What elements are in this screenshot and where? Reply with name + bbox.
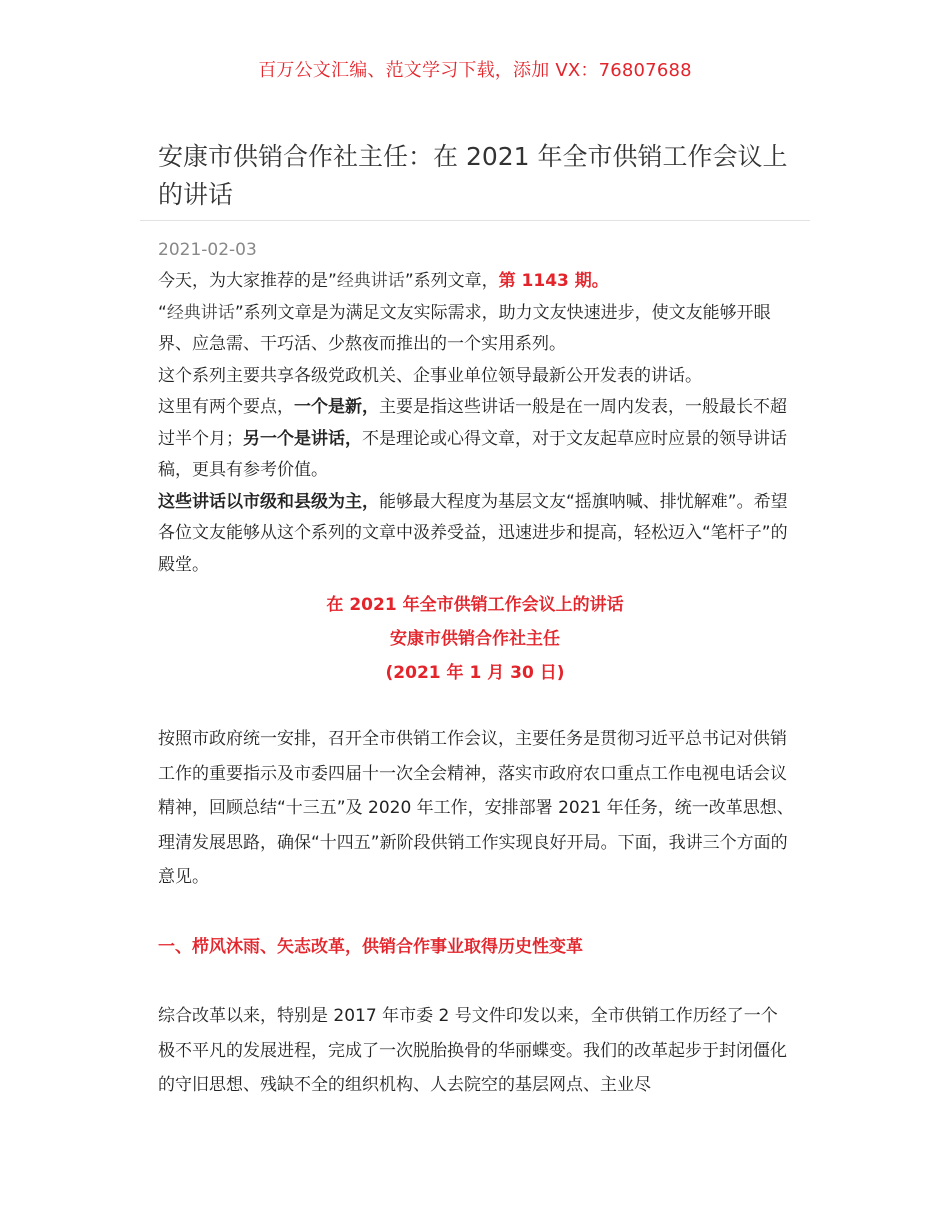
intro-p1-prefix: 今天，为大家推荐的是” bbox=[158, 271, 337, 291]
intro-section bbox=[158, 266, 794, 581]
intro-p1-mid: ”系列文章， bbox=[404, 271, 499, 291]
speech-speaker: 安康市供销合作社主任 bbox=[390, 629, 560, 649]
speech-heading: 在 2021 年全市供销工作会议上的讲话 bbox=[326, 595, 624, 615]
issue-number: 第 1143 期。 bbox=[498, 271, 609, 291]
section-1-heading: 一、栉风沐雨、矢志改革，供销合作事业取得历史性变革 bbox=[158, 937, 583, 957]
intro-p2-rest: ”系列文章是为满足文友实际需求，助力文友快速进步，使文友能够开眼界、应急需、干巧活、少熬夜而推出的一个实用系列。 bbox=[158, 302, 771, 354]
series-name: 经典讲话 bbox=[336, 271, 405, 291]
title-divider bbox=[140, 220, 810, 221]
intro-p5-b: 能够最大程度为基层文友“摇旗呐喊、排忧解难”。希望各位文友能够从这个系列的文章中汲养受益，迅速进步和提高，轻松迈入“笔杆子”的殿堂。 bbox=[158, 491, 788, 575]
promo-banner: 百万公文汇编、范文学习下载，添加 VX：76807688 bbox=[258, 60, 692, 81]
intro-paragraph-2 bbox=[158, 298, 794, 361]
series-name-2: 经典讲话 bbox=[166, 302, 235, 323]
intro-paragraph-5 bbox=[158, 487, 794, 582]
speech-paragraph-2: 综合改革以来，特别是 2017 年市委 2 号文件印发以来，全市供销工作历经了一个极不平凡的发展进程，完成了一次脱胎换骨的华丽蝶变。我们的改革起步于封闭僵化的守旧思想、残缺不全的组织机构、人去院空的基层网点、主业尽 bbox=[158, 1006, 787, 1095]
article-date: 2021-02-03 bbox=[158, 240, 257, 260]
intro-p2-open: “ bbox=[158, 302, 167, 323]
intro-p4-b: 一个是新， bbox=[294, 397, 379, 417]
speech-date: (2021 年 1 月 30 日) bbox=[385, 663, 565, 683]
intro-p4-e: 不是理论或心得文章，对于文友起草应时应景的领导讲话稿，更具有参考价值。 bbox=[158, 428, 787, 480]
intro-p4-c: 主要是指这些讲话一般是在一周内发表，一般最长不超过半个月； bbox=[158, 397, 787, 449]
intro-paragraph-1 bbox=[158, 266, 794, 298]
intro-p5-a: 这些讲话以市级和县级为主， bbox=[158, 491, 379, 512]
intro-p4-a: 这里有两个要点， bbox=[158, 397, 294, 417]
article-title: 安康市供销合作社主任：在 2021 年全市供销工作会议上的讲话 bbox=[158, 142, 788, 209]
intro-paragraph-4 bbox=[158, 392, 794, 487]
intro-paragraph-3: 这个系列主要共享各级党政机关、企事业单位领导最新公开发表的讲话。 bbox=[158, 365, 702, 386]
speech-paragraph-1: 按照市政府统一安排，召开全市供销工作会议，主要任务是贯彻习近平总书记对供销工作的重要指示及市委四届十一次全会精神，落实市政府农口重点工作电视电话会议精神，回顾总结“十三五”及 2020 年工作，安排部署 2021 年任务，统一改革思想、理清发展思路，确保“十四五”新阶段供销工作实现良好开局。下面，我讲三个方面的意见。 bbox=[158, 729, 794, 887]
intro-p4-d: 另一个是讲话， bbox=[243, 428, 362, 449]
